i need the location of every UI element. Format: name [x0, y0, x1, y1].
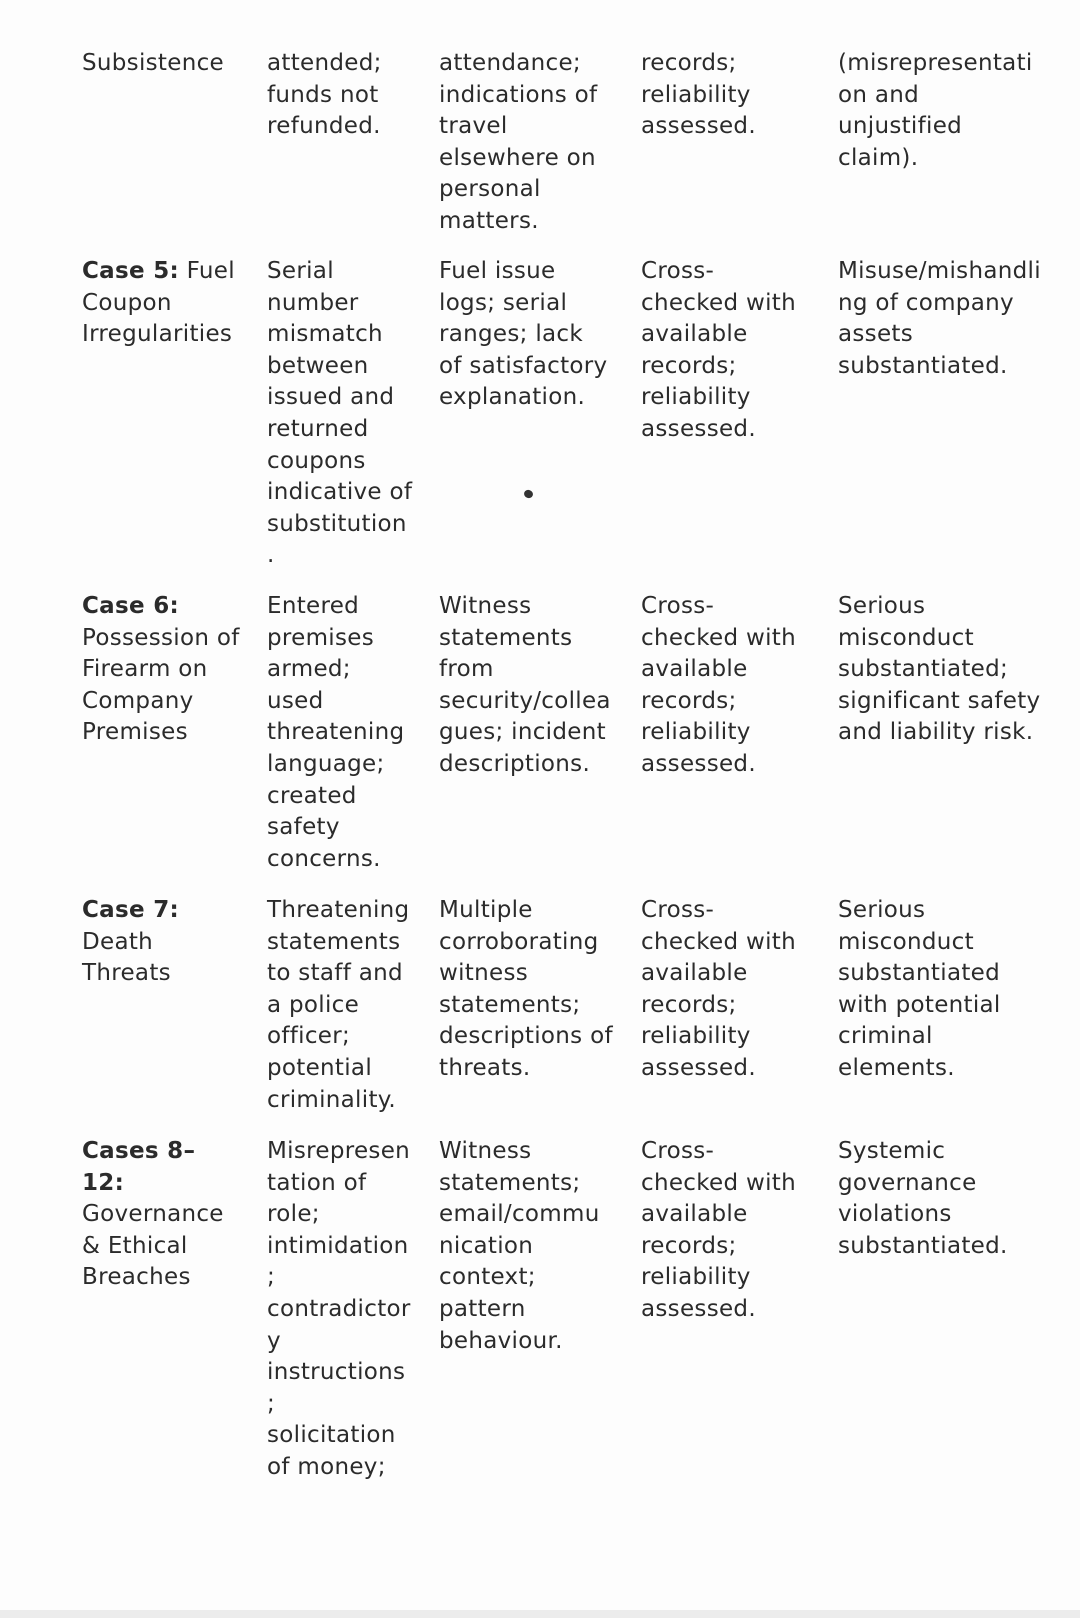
case-cell — [82, 895, 257, 990]
allegation-cell: attended; funds not refunded. — [267, 50, 382, 140]
case-cell — [82, 48, 257, 80]
case-number: Cases 8– 12: — [82, 1138, 196, 1196]
assessment-cell: records; reliability assessed. — [641, 50, 756, 140]
allegation-cell: Entered premises armed; used threatening language; created safety concerns. — [267, 593, 405, 872]
finding-cell: Serious misconduct substantiated; significant safety and liability risk. — [838, 593, 1041, 746]
allegation-cell: Misrepresen tation of role; intimidation ; contradictor y instructions ; solicitation of money; — [267, 1138, 411, 1480]
case-number: Case 6: — [82, 593, 179, 619]
case-cell — [82, 256, 257, 351]
stray-ink-mark — [523, 489, 534, 500]
case-title: Governance & Ethical Breaches — [82, 1201, 224, 1291]
case-cell — [82, 591, 257, 749]
case-title: Death Threats — [82, 928, 171, 987]
case-number: Case 7: — [82, 897, 179, 923]
case-number: Case 5: — [82, 258, 179, 284]
evidence-cell: Multiple corroborating witness statements; descriptions of threats. — [439, 897, 613, 1081]
finding-cell: (misrepresentati on and unjustified claim). — [838, 50, 1033, 171]
assessment-cell: Cross- checked with available records; reliability assessed. — [641, 1138, 796, 1322]
evidence-cell: Witness statements; email/commu nication context; pattern behaviour. — [439, 1138, 600, 1354]
finding-cell: Serious misconduct substantiated with potential criminal elements. — [838, 897, 1001, 1081]
allegation-cell: Serial number mismatch between issued and returned coupons indicative of substitution . — [267, 258, 413, 569]
case-label: Subsistence — [82, 50, 224, 76]
evidence-cell: Fuel issue logs; serial ranges; lack of satisfactory explanation. — [439, 258, 608, 411]
assessment-cell: Cross- checked with available records; reliability assessed. — [641, 593, 796, 777]
finding-cell: Systemic governance violations substantiated. — [838, 1138, 1008, 1259]
evidence-cell: attendance; indications of travel elsewhere on personal matters. — [439, 50, 598, 234]
case-title: Fuel Coupon Irregularities — [82, 258, 235, 348]
assessment-cell: Cross- checked with available records; reliability assessed. — [641, 897, 796, 1081]
finding-cell: Misuse/mishandli ng of company assets substantiated. — [838, 258, 1041, 379]
assessment-cell: Cross- checked with available records; reliability assessed. — [641, 258, 796, 442]
allegation-cell: Threatening statements to staff and a police officer; potential criminality. — [267, 897, 410, 1113]
case-title: Possession of Firearm on Company Premises — [82, 624, 240, 746]
page-bottom-edge — [0, 1610, 1080, 1618]
evidence-cell: Witness statements from security/collea gues; incident descriptions. — [439, 593, 611, 777]
case-cell — [82, 1136, 257, 1294]
